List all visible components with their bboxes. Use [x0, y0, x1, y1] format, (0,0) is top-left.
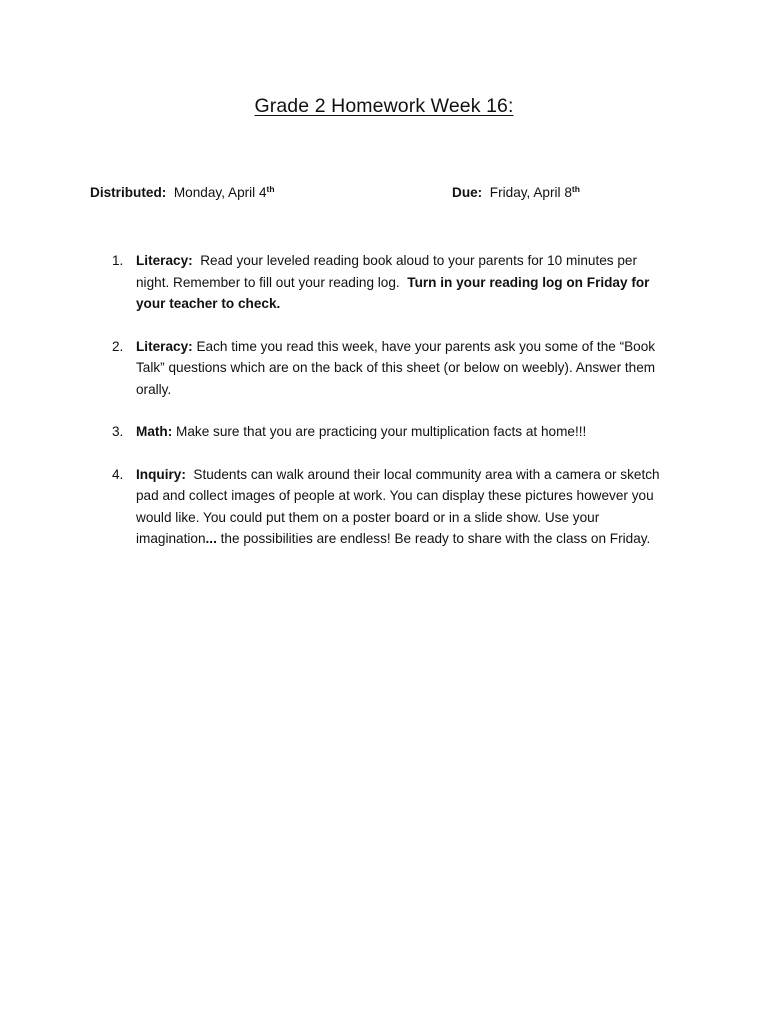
- homework-task-list: [112, 250, 672, 571]
- task-item-literacy-book-talk: [112, 336, 672, 401]
- distributed-label: Distributed:: [90, 185, 167, 200]
- task-number: 3.: [112, 424, 124, 439]
- task-text-end: the possibilities are endless! Be ready to share with the class on Friday.: [220, 531, 651, 546]
- task-text: Students can walk around their local community area with a camera or sketch pad and collect images of people at work. You can display these pictures however you would like. You could put them on a poster board or in a slide show. Use your imagination: [136, 466, 660, 546]
- due-value: Friday, April 8: [489, 185, 572, 200]
- task-text: Read your leveled reading book aloud to your parents for 10 minutes per night. Remember to fill out your reading log.: [136, 253, 638, 290]
- task-bold-text: Turn in your reading log on Friday for your teacher to check.: [136, 274, 650, 311]
- task-subject: Math:: [136, 424, 173, 439]
- task-item-literacy-reading: [112, 250, 672, 315]
- due-ordinal-suffix: th: [571, 184, 580, 194]
- task-subject: Literacy:: [136, 253, 193, 268]
- task-item-inquiry: [112, 464, 672, 550]
- task-subject: Inquiry:: [136, 466, 186, 482]
- task-subject: Literacy:: [136, 338, 193, 354]
- distributed-ordinal-suffix: th: [266, 184, 275, 194]
- task-number: 4.: [112, 466, 124, 482]
- task-text: Make sure that you are practicing your multiplication facts at home!!!: [176, 424, 587, 439]
- distributed-date: [90, 184, 275, 202]
- task-number: 1.: [112, 253, 124, 268]
- task-number: 2.: [112, 338, 124, 354]
- task-text: Each time you read this week, have your parents ask you some of the “Book Talk” questions which are on the back of this sheet (or below on weebly). Answer them orally.: [136, 338, 656, 397]
- due-label: Due:: [452, 185, 483, 200]
- task-item-math: [112, 421, 672, 443]
- distributed-value: Monday, April 4: [173, 185, 267, 200]
- task-bold-ellipsis: ...: [205, 531, 217, 546]
- due-date: [452, 184, 580, 202]
- page-title: Grade 2 Homework Week 16:: [254, 95, 514, 117]
